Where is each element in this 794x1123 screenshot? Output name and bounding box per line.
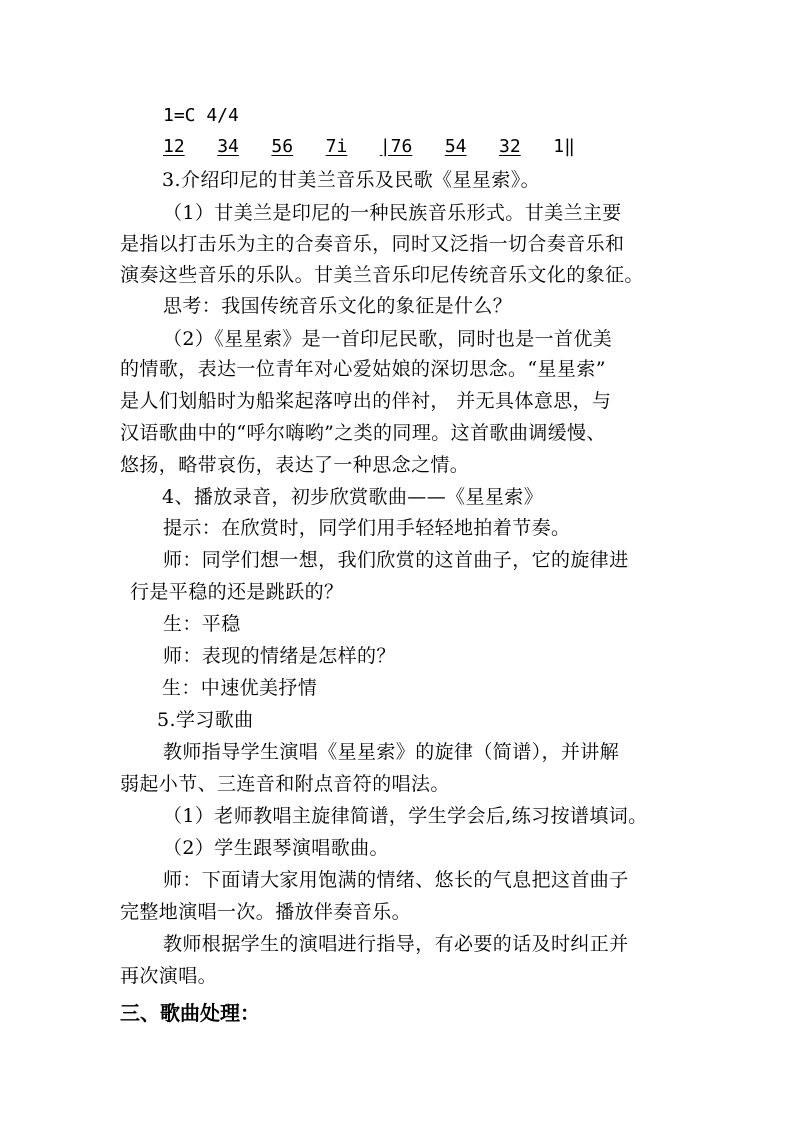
paragraph-line: 教师指导学生演唱《星星索》的旋律（简谱），并讲解 [163, 741, 620, 763]
notation-group: 7i [325, 136, 348, 157]
notation-group: 32 [499, 136, 521, 157]
paragraph-line: 师：同学们想一想，我们欣赏的这首曲子，它的旋律进 [163, 549, 629, 571]
notation-group: 12 [163, 136, 185, 157]
paragraph-line: 弱起小节、三连音和附点音符的唱法。 [120, 773, 450, 795]
paragraph-line: 教师根据学生的演唱进行指导，有必要的话及时纠正并 [163, 933, 629, 955]
paragraph-line: （1）甘美兰是印尼的一种民族音乐形式。甘美兰主要 [163, 202, 622, 224]
paragraph-line: 是人们划船时为船桨起落哼出的伴衬， 并无具体意思，与 [120, 390, 612, 412]
paragraph-line: （2）学生跟琴演唱歌曲。 [163, 837, 389, 859]
paragraph-line: 提示：在欣赏时，同学们用手轻轻地拍着节奏。 [163, 517, 571, 539]
notation-key-signature: 1=C 4/4 [163, 105, 239, 126]
paragraph-line: （2）《星星索》是一首印尼民歌，同时也是一首优美 [163, 328, 613, 350]
notation-line [163, 134, 575, 160]
paragraph-line: 生：平稳 [163, 613, 241, 635]
paragraph-line: 汉语歌曲中的“呼尔嗨哟”之类的同理。这首歌曲调缓慢、 [120, 422, 606, 444]
paragraph-line: 师：下面请大家用饱满的情绪、悠长的气息把这首曲子 [163, 869, 629, 891]
paragraph-line: 师：表现的情绪是怎样的？ [163, 645, 396, 667]
paragraph-line: 4、播放录音，初步欣赏歌曲——《星星索》 [162, 486, 544, 508]
notation-group: 56 [271, 136, 294, 157]
paragraph-line: 思考：我国传统音乐文化的象征是什么？ [163, 295, 513, 317]
paragraph-line: 3.介绍印尼的甘美兰音乐及民歌《星星索》。 [162, 169, 541, 191]
paragraph-line: 完整地演唱一次。播放伴奏音乐。 [120, 901, 412, 923]
paragraph-line: 的情歌，表达一位青年对心爱姑娘的深切思念。“星星索” [120, 358, 606, 380]
notation-group: |76 [379, 136, 413, 157]
paragraph-line: 行是平稳的还是跳跃的？ [130, 581, 344, 603]
notation-group: 34 [217, 136, 239, 157]
paragraph-line: 再次演唱。 [120, 965, 218, 987]
paragraph-line: 生：中速优美抒情 [162, 677, 318, 699]
section-heading: 三、歌曲处理： [120, 1001, 260, 1025]
paragraph-line: 悠扬，略带哀伤，表达了一种思念之情。 [120, 454, 470, 476]
notation-group: 54 [444, 136, 467, 157]
paragraph-line: 是指以打击乐为主的合奏音乐，同时又泛指一切合奏音乐和 [120, 233, 625, 255]
paragraph-line: 演奏这些音乐的乐队。甘美兰音乐印尼传统音乐文化的象征。 [120, 264, 644, 286]
paragraph-line: （1）老师教唱主旋律简谱，学生学会后,练习按谱填词。 [163, 805, 648, 827]
paragraph-line: 5.学习歌曲 [157, 709, 254, 731]
notation-group-final: 1‖ [553, 136, 575, 157]
